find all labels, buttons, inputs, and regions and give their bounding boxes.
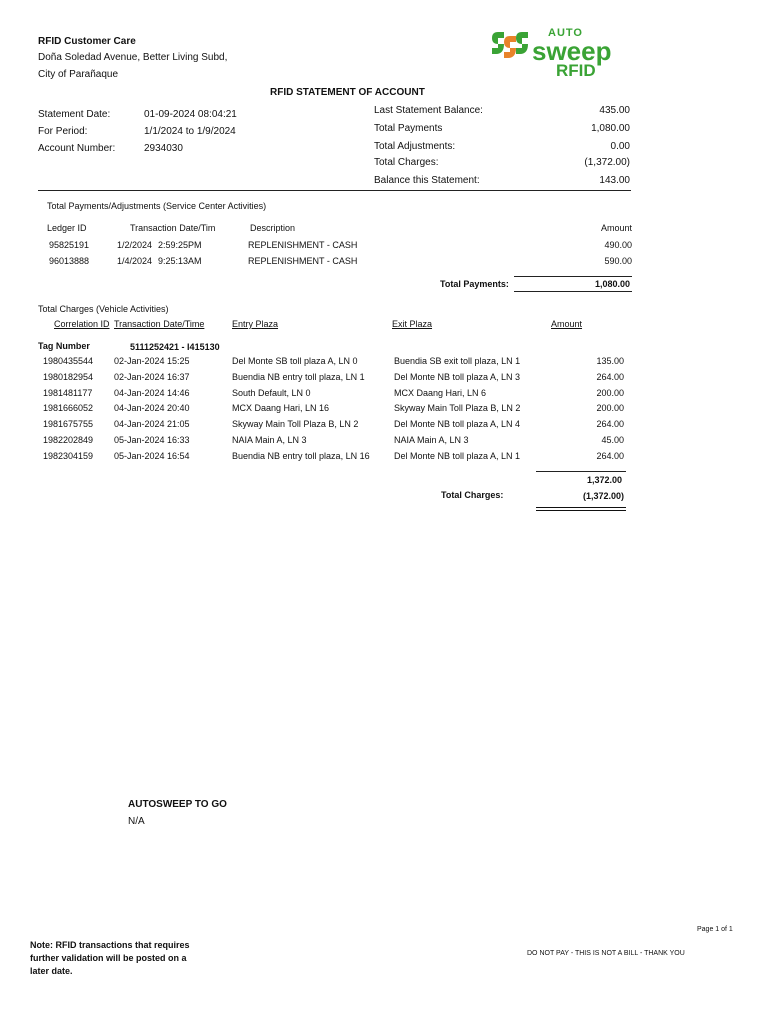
correlation-id: 1981481177 <box>43 388 93 398</box>
correlation-id: 1981666052 <box>43 403 94 413</box>
table-row <box>0 419 768 433</box>
divider <box>38 190 631 191</box>
correlation-id: 1980435544 <box>43 356 94 366</box>
charges-section-title: Total Charges (Vehicle Activities) <box>38 304 169 314</box>
amount: 590.00 <box>604 256 632 266</box>
autosweep-to-go-value: N/A <box>128 816 145 827</box>
correlation-id: 1981675755 <box>43 419 94 429</box>
table-row <box>0 356 768 370</box>
charges-col-amount: Amount <box>551 319 583 329</box>
charge-date: 02-Jan-2024 <box>114 372 165 382</box>
exit-plaza: NAIA Main A, LN 3 <box>394 435 469 445</box>
correlation-id: 1980182954 <box>43 372 94 382</box>
total-charges-footer-label: Total Charges: <box>441 490 504 500</box>
charge-date: 04-Jan-2024 <box>114 419 165 429</box>
total-payments-value: 1,080.00 <box>591 123 630 134</box>
total-payments-rule-top <box>514 276 632 277</box>
charge-time: 16:54 <box>167 451 190 461</box>
charge-time: 16:33 <box>167 435 190 445</box>
charge-time: 15:25 <box>167 356 190 366</box>
table-row <box>0 372 768 386</box>
logo-sweep-text: sweep <box>532 36 612 66</box>
exit-plaza: Del Monte NB toll plaza A, LN 3 <box>394 372 521 382</box>
page-number: Page 1 of 1 <box>697 926 733 933</box>
charge-date: 02-Jan-2024 <box>114 356 165 366</box>
note-line-3: later date. <box>30 966 73 976</box>
charge-amount: 135.00 <box>596 356 624 366</box>
period-label: For Period: <box>38 126 88 137</box>
exit-plaza: Buendia SB exit toll plaza, LN 1 <box>394 356 521 366</box>
charge-amount: 45.00 <box>601 435 624 445</box>
tag-number-label: Tag Number <box>38 341 90 351</box>
transaction-time: 2:59:25PM <box>158 240 202 250</box>
entry-plaza: Buendia NB entry toll plaza, LN 16 <box>232 451 370 461</box>
transaction-date: 1/2/2024 <box>117 240 153 250</box>
company-name: RFID Customer Care <box>38 36 136 47</box>
period-value: 1/1/2024 to 1/9/2024 <box>144 126 236 137</box>
charge-date: 05-Jan-2024 <box>114 435 165 445</box>
total-payments-footer-label: Total Payments: <box>440 279 509 289</box>
table-row <box>0 388 768 402</box>
charge-date: 04-Jan-2024 <box>114 388 165 398</box>
payments-col-amount: Amount <box>600 223 632 233</box>
note-line-1: Note: RFID transactions that requires <box>30 940 190 950</box>
table-row <box>0 435 768 449</box>
table-row <box>0 403 768 417</box>
exit-plaza: Skyway Main Toll Plaza B, LN 2 <box>394 403 521 413</box>
transaction-time: 9:25:13AM <box>158 256 202 266</box>
entry-plaza: Del Monte SB toll plaza A, LN 0 <box>232 356 358 366</box>
autosweep-logo <box>490 28 628 84</box>
amount: 490.00 <box>604 240 632 250</box>
exit-plaza: Del Monte NB toll plaza A, LN 1 <box>394 451 521 461</box>
total-payments-label: Total Payments <box>374 123 443 134</box>
total-adjustments-label: Total Adjustments: <box>374 141 456 152</box>
charge-date: 05-Jan-2024 <box>114 451 165 461</box>
description: REPLENISHMENT - CASH <box>248 240 358 250</box>
charge-amount: 264.00 <box>596 372 624 382</box>
entry-plaza: MCX Daang Hari, LN 16 <box>232 403 330 413</box>
account-number-label: Account Number: <box>38 143 116 154</box>
entry-plaza: NAIA Main A, LN 3 <box>232 435 307 445</box>
account-number-value: 2934030 <box>144 143 183 154</box>
total-charges-double-rule <box>536 507 626 511</box>
balance-value: 143.00 <box>599 175 630 186</box>
logo-auto-text: AUTO <box>548 27 583 39</box>
ledger-id: 96013888 <box>49 256 90 266</box>
total-charges-value: (1,372.00) <box>584 157 630 168</box>
charges-subtotal: 1,372.00 <box>586 475 622 485</box>
correlation-id: 1982202849 <box>43 435 94 445</box>
statement-date-label: Statement Date: <box>38 109 111 120</box>
balance-label: Balance this Statement: <box>374 175 480 186</box>
payments-col-description: Description <box>250 223 296 233</box>
exit-plaza: Del Monte NB toll plaza A, LN 4 <box>394 419 521 429</box>
exit-plaza: MCX Daang Hari, LN 6 <box>394 388 487 398</box>
charge-time: 16:37 <box>167 372 190 382</box>
entry-plaza: Skyway Main Toll Plaza B, LN 2 <box>232 419 359 429</box>
document-title: RFID STATEMENT OF ACCOUNT <box>270 87 425 98</box>
ledger-id: 95825191 <box>49 240 90 250</box>
charges-col-date: Transaction Date/Time <box>114 319 205 329</box>
autosweep-to-go-title: AUTOSWEEP TO GO <box>128 799 227 810</box>
entry-plaza: South Default, LN 0 <box>232 388 311 398</box>
logo-rfid-text: RFID <box>556 61 596 80</box>
charge-amount: 264.00 <box>596 419 624 429</box>
payments-col-ledger: Ledger ID <box>47 223 87 233</box>
address-line-2: City of Parañaque <box>38 69 119 80</box>
address-line-1: Doña Soledad Avenue, Better Living Subd, <box>38 52 228 63</box>
charge-time: 14:46 <box>167 388 190 398</box>
correlation-id: 1982304159 <box>43 451 94 461</box>
charge-time: 21:05 <box>167 419 190 429</box>
charge-amount: 264.00 <box>596 451 624 461</box>
transaction-date: 1/4/2024 <box>117 256 153 266</box>
total-charges-footer-value: (1,372.00) <box>582 491 624 501</box>
charge-amount: 200.00 <box>596 403 624 413</box>
note-line-2: further validation will be posted on a <box>30 953 187 963</box>
charges-col-entry: Entry Plaza <box>232 319 279 329</box>
total-adjustments-value: 0.00 <box>610 141 630 152</box>
total-payments-rule-bottom <box>514 291 632 292</box>
payments-col-date: Transaction Date/Tim <box>130 223 216 233</box>
table-row <box>0 451 768 465</box>
table-row <box>0 240 768 254</box>
entry-plaza: Buendia NB entry toll plaza, LN 1 <box>232 372 365 382</box>
last-balance-value: 435.00 <box>599 105 630 116</box>
charges-subtotal-rule <box>536 471 626 472</box>
charges-col-exit: Exit Plaza <box>392 319 433 329</box>
charges-col-correlation: Correlation ID <box>54 319 110 329</box>
last-balance-label: Last Statement Balance: <box>374 105 483 116</box>
table-row <box>0 256 768 270</box>
charge-time: 20:40 <box>167 403 190 413</box>
charge-amount: 200.00 <box>596 388 624 398</box>
statement-date-value: 01-09-2024 08:04:21 <box>144 109 237 120</box>
total-charges-label: Total Charges: <box>374 157 439 168</box>
description: REPLENISHMENT - CASH <box>248 256 358 266</box>
payments-section-title: Total Payments/Adjustments (Service Center Activities) <box>47 201 267 211</box>
charge-date: 04-Jan-2024 <box>114 403 165 413</box>
not-a-bill-disclaimer: DO NOT PAY - THIS IS NOT A BILL - THANK YOU <box>527 950 685 957</box>
tag-number-value: 5111252421 - I415130 <box>130 342 220 352</box>
total-payments-footer-value: 1,080.00 <box>594 279 630 289</box>
